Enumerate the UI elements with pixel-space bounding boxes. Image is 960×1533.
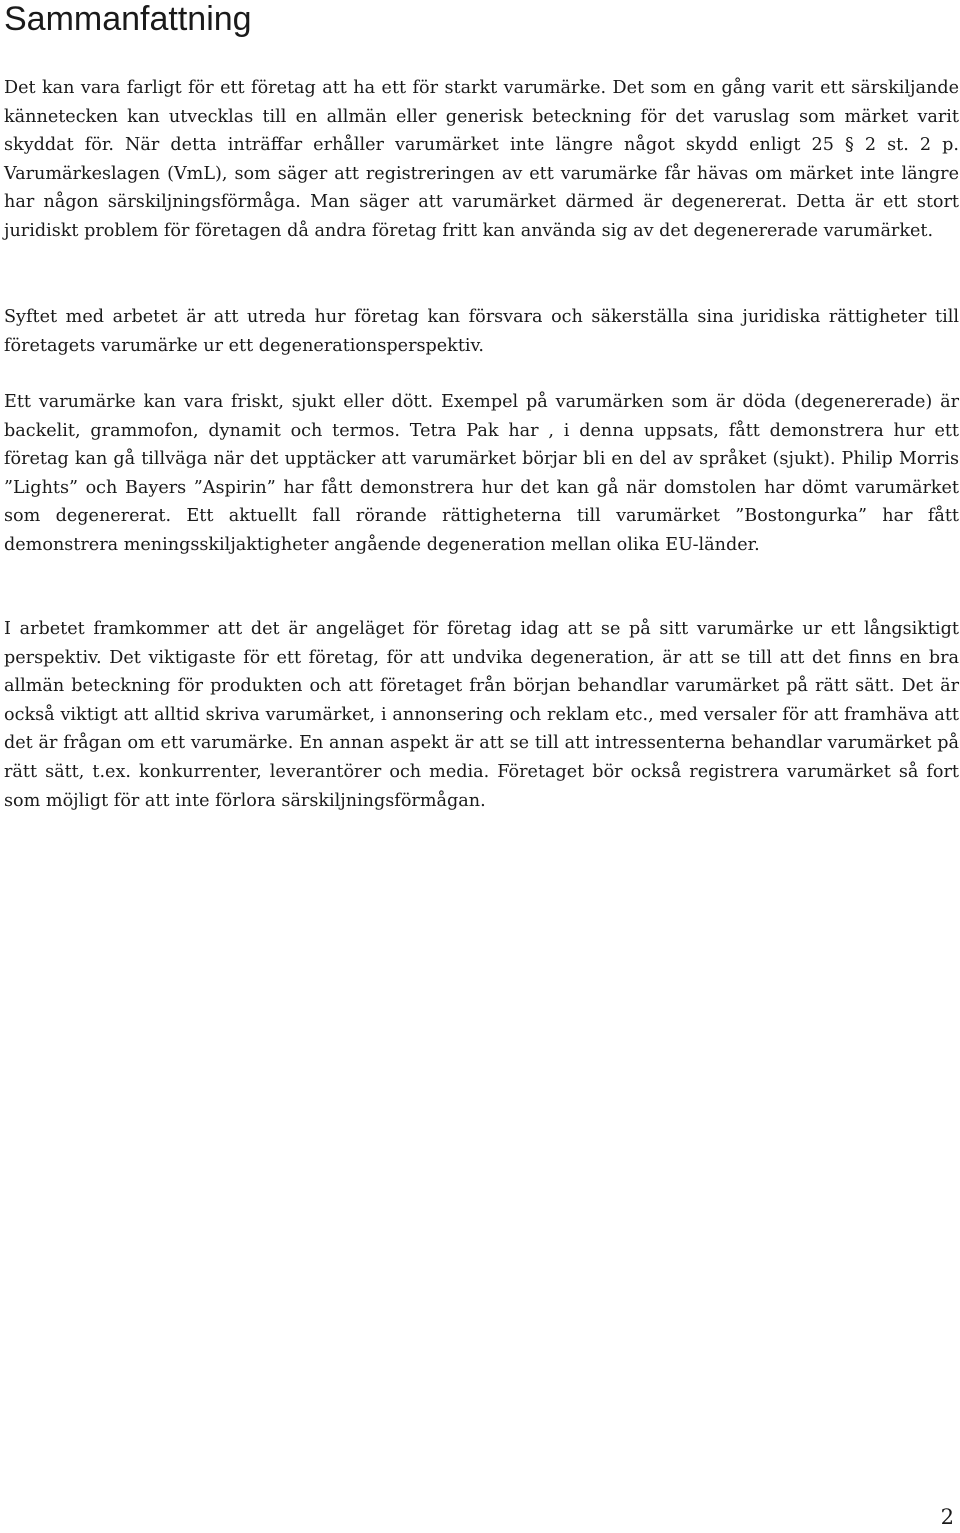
summary-paragraph-1: Det kan vara farligt för ett företag att ha ett för starkt varumärke. Det som en gång varit ett särskiljande kännetecken kan utvecklas till en allmän eller generisk beteckning för det varuslag som märket varit skyddat för. När detta inträffar erhåller varumärket inte längre något skydd enligt 25 § 2 st. 2 p. Varumärkeslagen (VmL), som säger att registreringen av ett varumärke får hävas om märket inte längre har någon särskiljningsförmåga. Man säger att varumärket därmed är degenererat. Detta är ett stort juridiskt problem för företagen då andra företag fritt kan använda sig av det degenererade varumärket. [4, 78, 959, 241]
conclusion-paragraph: I arbetet framkommer att det är angeläget för företag idag att se på sitt varumärke ur ett långsiktigt perspektiv. Det viktigaste för ett företag, för att undvika degeneration, är att se till att det finns en bra allmän beteckning för produkten och att företaget från början behandlar varumärket på rätt sätt. Det är också viktigt att alltid skriva varumärket, i annonsering och reklam etc., med versaler för att framhäva att det är frågan om ett varumärke. En annan aspekt är att se till att intressenterna behandlar varumärket på rätt sätt, t.ex. konkurrenter, leverantörer och media. Företaget bör också registrera varumärket så fort som möjligt för att inte förlora särskiljningsförmågan. [4, 619, 959, 811]
page-number: 2 [940, 1505, 954, 1529]
examples-paragraph: Ett varumärke kan vara friskt, sjukt eller dött. Exempel på varumärken som är döda (degenererade) är backelit, grammofon, dynamit och termos. Tetra Pak har , i denna uppsats, fått demonstrera hur ett företag kan gå tillväga när det upptäcker att varumärket börjar bli en del av språket (sjukt). Philip Morris ”Lights” och Bayers ”Aspirin” har fått demonstrera hur det kan gå när domstolen har dömt varumärket som degenererat. Ett aktuellt fall rörande rättigheterna till varumärket ”Bostongurka” har fått demonstrera meningsskiljaktigheter angående degeneration mellan olika EU-länder. [4, 392, 959, 555]
purpose-paragraph: Syftet med arbetet är att utreda hur företag kan försvara och säkerställa sina juridiska rättigheter till företagets varumärke ur ett degenerationsperspektiv. [4, 307, 959, 356]
page-title: Sammanfattning [4, 0, 252, 38]
